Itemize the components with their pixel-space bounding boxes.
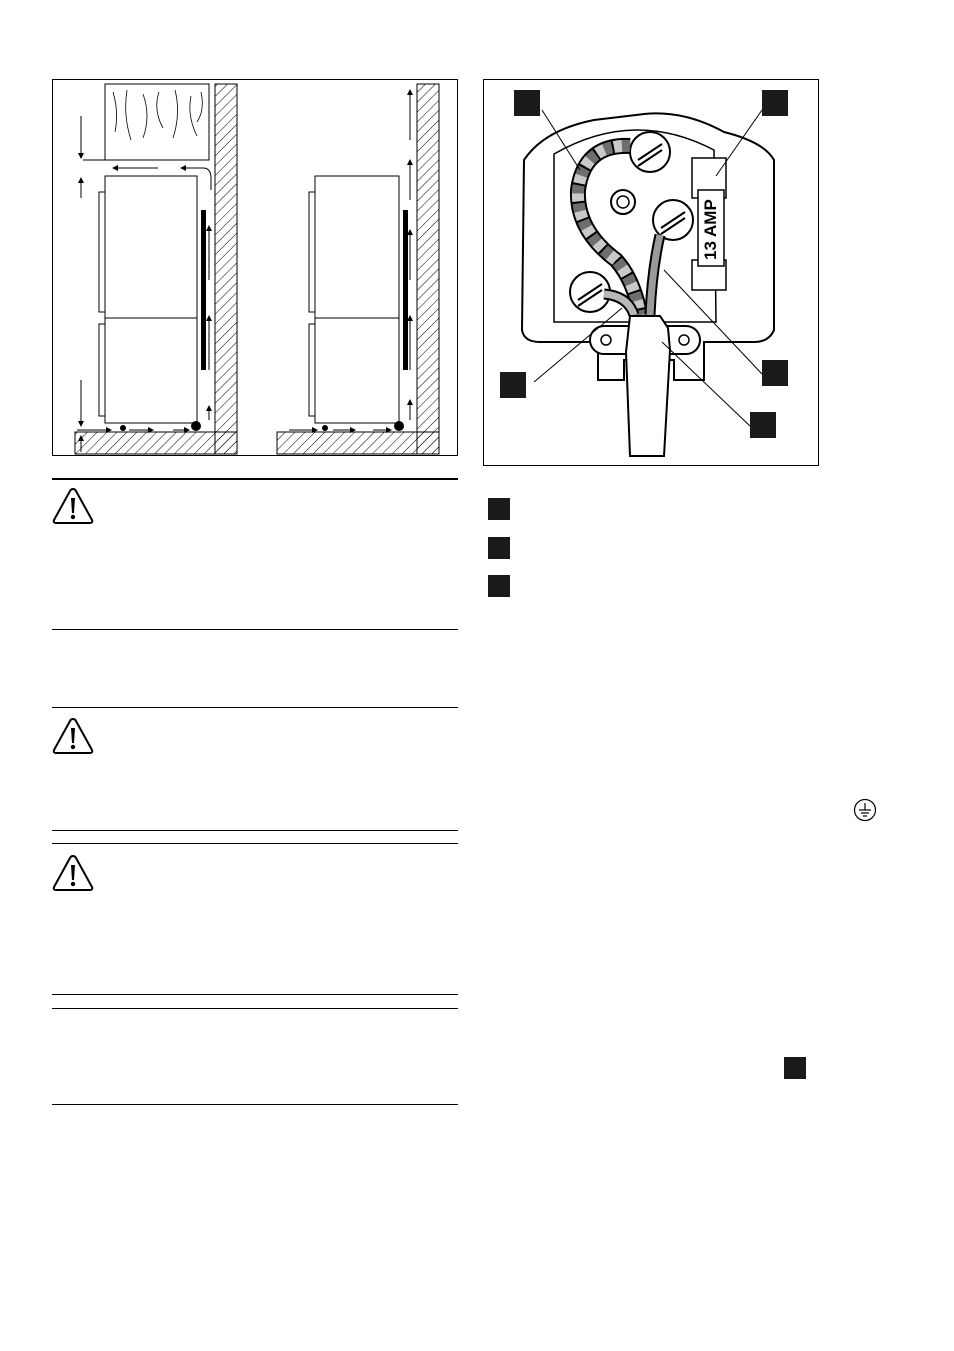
ventilation-diagram [53, 80, 457, 455]
plug-diagram [484, 80, 818, 465]
callout-marker-5 [750, 412, 776, 438]
section-rule [52, 478, 458, 480]
section-rule [52, 830, 458, 831]
warning-triangle-icon [51, 486, 95, 526]
cable-sheath [626, 316, 670, 456]
rear-wall-left [215, 84, 237, 454]
earth-ground-icon [853, 798, 877, 822]
terminal-earth [630, 132, 670, 172]
section-rule [52, 843, 458, 844]
section-rule [52, 707, 458, 708]
callout-marker-2 [762, 90, 788, 116]
legend-marker-1 [488, 498, 510, 520]
floor-right [277, 432, 439, 454]
section-rule [52, 994, 458, 995]
section-rule [52, 1104, 458, 1105]
terminal-neutral [570, 272, 610, 312]
fuse-rating-label: 13 AMP [701, 199, 720, 260]
ventilation-figure [52, 79, 458, 456]
rear-wall-right [417, 84, 439, 454]
appliance-left [105, 176, 197, 423]
warning-triangle-icon [51, 853, 95, 893]
inline-marker [784, 1057, 806, 1079]
section-rule [52, 629, 458, 630]
legend-marker-2 [488, 537, 510, 559]
warning-triangle-icon [51, 716, 95, 756]
wall-cabinet [105, 84, 209, 160]
plug-wiring-figure [483, 79, 819, 466]
callout-marker-3 [500, 372, 526, 398]
floor-left [75, 432, 237, 454]
terminal-live [653, 200, 693, 240]
callout-marker-1 [514, 90, 540, 116]
callout-marker-4 [762, 360, 788, 386]
legend-marker-3 [488, 575, 510, 597]
section-rule [52, 1008, 458, 1009]
appliance-right [315, 176, 399, 423]
